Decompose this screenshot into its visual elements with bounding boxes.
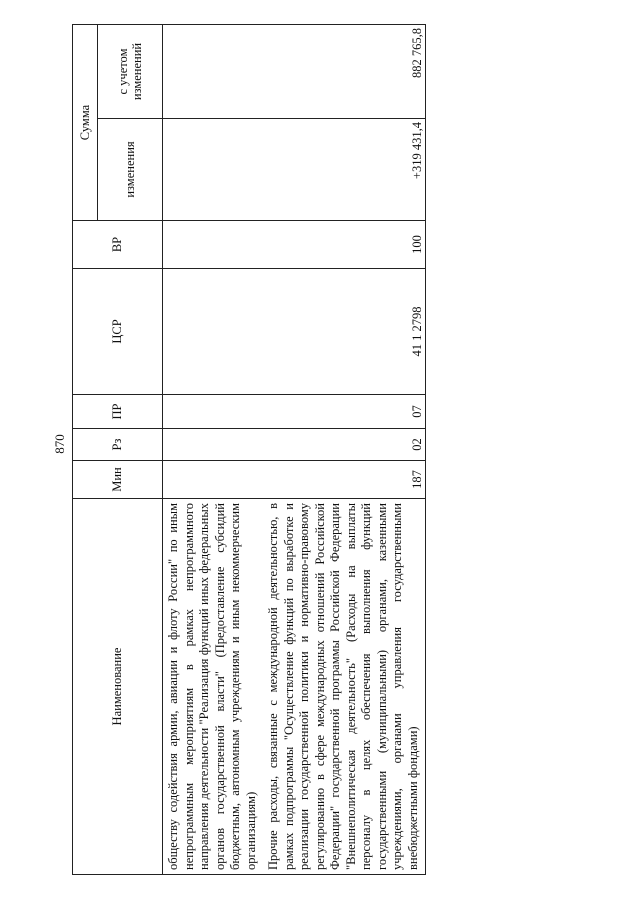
row-change (163, 119, 264, 221)
row-rz: 02 (263, 429, 426, 461)
row-csr: 41 1 2798 (263, 269, 426, 395)
header-sum: Сумма (73, 25, 98, 221)
row-min (163, 461, 264, 499)
table-row (163, 25, 264, 875)
row-pr (163, 395, 264, 429)
budget-table (72, 24, 426, 875)
row-name: Прочие расходы, связанные с международной деятельностью, в рамках подпрограммы "Осуществление функций по выработке и реализации государственной политики и нормативно-правовому регулированию в сфере международных отношений Российской Федерации" государственной программы Российской Федерации "Внешнеполитическая деятельность" (Расходы на выплаты персоналу в целях обеспечения выполнения функций государственными (муниципальными) органами, казенными учреждениями, органами управления государственными внебюджетными фондами) (263, 499, 426, 875)
header-rz: Рз (73, 429, 163, 461)
header-name: Наименование (73, 499, 163, 875)
rotated-page-content (72, 25, 542, 875)
header-vr: ВР (73, 221, 163, 269)
row-change: +319 431,4 (263, 119, 426, 221)
row-pr: 07 (263, 395, 426, 429)
header-pr: ПР (73, 395, 163, 429)
row-rz (163, 429, 264, 461)
row-min: 187 (263, 461, 426, 499)
row-name: обществу содействия армии, авиации и флоту России" по иным непрограммным мероприятиям в рамках непрограммного направления деятельности "Реализация функций иных федеральных органов государственной власти" (Предоставление субсидий бюджетным, автономным учреждениям и иным некоммерческим организациям) (163, 499, 264, 875)
header-csr: ЦСР (73, 269, 163, 395)
row-with-changes: 882 765,8 (263, 25, 426, 119)
page-number: 870 (52, 434, 67, 454)
header-min: Мин (73, 461, 163, 499)
row-csr (163, 269, 264, 395)
row-with-changes (163, 25, 264, 119)
row-vr: 100 (263, 221, 426, 269)
header-with-changes: с учетом изменений (98, 25, 163, 119)
table-row (263, 25, 426, 875)
header-change: изменения (98, 119, 163, 221)
row-vr (163, 221, 264, 269)
